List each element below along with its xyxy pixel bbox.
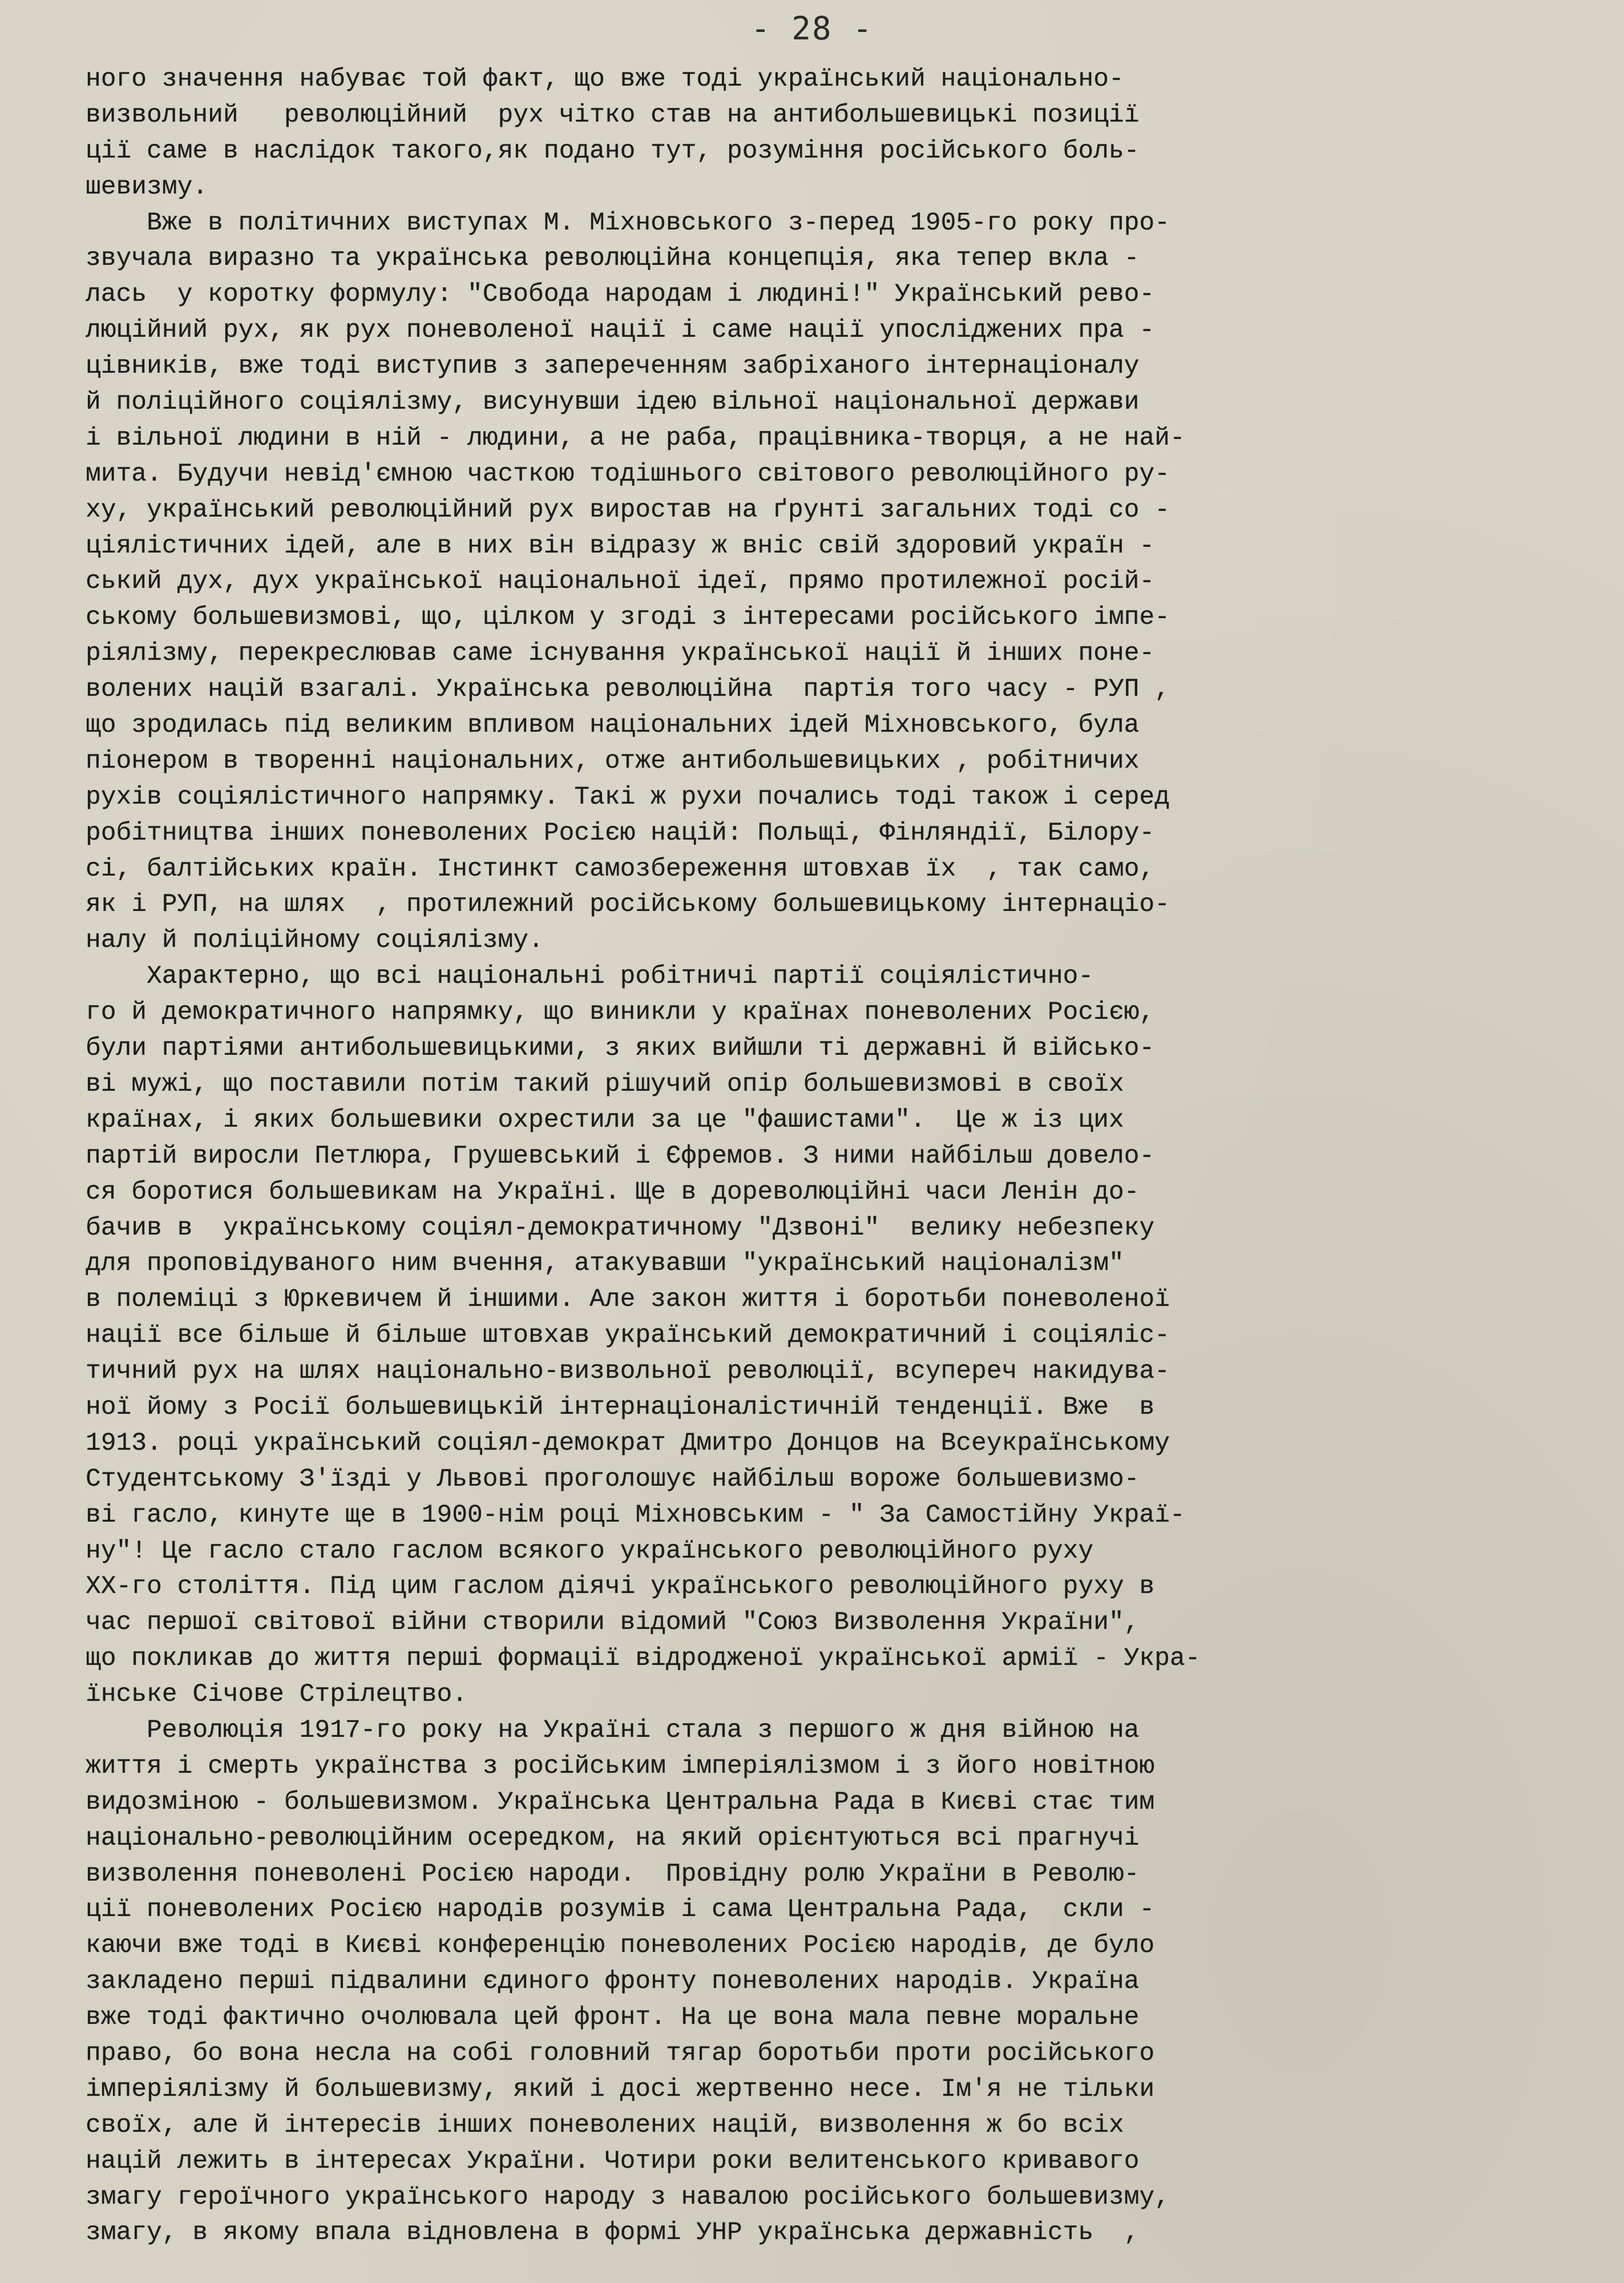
text-line: ціялістичних ідей, але в них він відразу ж вніс свій здоровий україн - — [86, 531, 1155, 560]
text-line: лась у коротку формулу: "Свобода народам і людині!" Український рево- — [86, 280, 1155, 309]
text-line: Вже в політичних виступах М. Міхновського з-перед 1905-го року про- — [86, 208, 1170, 237]
text-line: змагу героїчного українського народу з навалою російського большевизму, — [86, 2183, 1170, 2212]
text-line: каючи вже тоді в Києві конференцію поневолених Росією народів, де було — [86, 1931, 1155, 1961]
text-line: налу й поліційному соціялізму. — [86, 926, 544, 955]
text-line: тичний рух на шлях національно-визвольної революції, всупереч накидува- — [86, 1357, 1170, 1386]
document-text-body — [86, 62, 1592, 2251]
text-line: Характерно, що всі національні робітничі партії соціялістично- — [86, 962, 1094, 991]
text-line: звучала виразно та українська революційна концепція, яка тепер вкла - — [86, 244, 1140, 273]
text-line: видозміною - большевизмом. Українська Центральна Рада в Києві стає тим — [86, 1788, 1155, 1817]
text-line: сі, балтійських країн. Інстинкт самозбереження штовхав їх , так само, — [86, 854, 1155, 884]
text-line: що зродилась під великим впливом національних ідей Міхновського, була — [86, 711, 1140, 740]
text-line: ху, український революційний рух виростав на ґрунті загальних тоді со - — [86, 495, 1170, 525]
text-line: цівників, вже тоді виступив з запереченням забріханого інтернаціоналу — [86, 352, 1140, 381]
text-line: рухів соціялістичного напрямку. Такі ж рухи почались тоді також і серед — [86, 782, 1170, 812]
page-number: - 28 - — [750, 10, 874, 47]
text-line: ві гасло, кинуте ще в 1900-нім році Міхновським - " За Самостійну Украї- — [86, 1501, 1185, 1530]
text-line: ції поневолених Росією народів розумів і сама Центральна Рада, скли - — [86, 1895, 1155, 1925]
text-line: ві мужі, що поставили потім такий рішучий опір большевизмові в своїх — [86, 1070, 1124, 1099]
text-line: імперіялізму й большевизму, який і досі жертвенно несе. Ім'я не тільки — [86, 2075, 1155, 2104]
text-line: змагу, в якому впала відновлена в формі УНР українська державність , — [86, 2219, 1140, 2248]
text-line: ріялізму, перекреслював саме існування української нації й інших поне- — [86, 639, 1155, 668]
text-line: життя і смерть українства з російським імперіялізмом і з його новітною — [86, 1752, 1155, 1781]
text-line: національно-революційним осередком, на який орієнтуються всі прагнучі — [86, 1824, 1140, 1853]
text-line: шевизму. — [86, 172, 208, 201]
text-line: робітництва інших поневолених Росією націй: Польщі, Фінляндії, Білору- — [86, 818, 1155, 848]
text-line: що покликав до життя перші формації відродженої української армії - Укра- — [86, 1644, 1201, 1673]
text-line: для проповідуваного ним вчення, атакувавши "український націоналізм" — [86, 1249, 1124, 1278]
text-line: вже тоді фактично очолювала цей фронт. На це вона мала певне моральне — [86, 2003, 1140, 2032]
text-line: бачив в українському соціял-демократичному "Дзвоні" велику небезпеку — [86, 1213, 1155, 1243]
text-line: піонером в творенні національних, отже антибольшевицьких , робітничих — [86, 747, 1140, 776]
text-line: 1913. році український соціял-демократ Дмитро Донцов на Всеукраїнському — [86, 1429, 1170, 1458]
text-line: нації все більше й більше штовхав український демократичний і соціяліс- — [86, 1321, 1170, 1350]
text-line: партій виросли Петлюра, Грушевський і Єфремов. З ними найбільш довело- — [86, 1142, 1155, 1171]
text-line: XX-го століття. Під цим гаслом діячі українського революційного руху в — [86, 1572, 1155, 1602]
text-line: люційний рух, як рух поневоленої нації і саме нації упосліджених пра - — [86, 316, 1155, 345]
text-line: мита. Будучи невід'ємною часткою тодішнього світового революційного ру- — [86, 459, 1170, 489]
text-line: ної йому з Росії большевицькій інтернаціоналістичній тенденції. Вже в — [86, 1393, 1155, 1422]
text-line: закладено перші підвалини єдиного фронту поневолених народів. Україна — [86, 1967, 1140, 1996]
text-line: Революція 1917-го року на Україні стала з першого ж дня війною на — [86, 1716, 1140, 1745]
text-line: й поліційного соціялізму, висунувши ідею вільної національної держави — [86, 388, 1140, 417]
text-line: волених націй взагалі. Українська революційна партія того часу - РУП , — [86, 675, 1170, 704]
text-line: ного значення набуває той факт, що вже тоді український національно- — [86, 65, 1124, 94]
text-line: країнах, і яких большевики охрестили за це "фашистами". Це ж із цих — [86, 1106, 1124, 1135]
text-line: ну"! Це гасло стало гаслом всякого українського революційного руху — [86, 1536, 1094, 1566]
text-line: ський дух, дух української національної ідеї, прямо протилежної росій- — [86, 567, 1155, 596]
text-line: в полеміці з Юркевичем й іншими. Але закон життя і боротьби поневоленої — [86, 1285, 1170, 1314]
text-line: визвольний революційний рух чітко став на антибольшевицькі позиції — [86, 100, 1140, 130]
text-line: і вільної людини в ній - людини, а не раба, працівника-творця, а не най- — [86, 423, 1185, 453]
text-line: го й демократичного напрямку, що виникли у країнах поневолених Росією, — [86, 998, 1155, 1027]
text-line: право, бо вона несла на собі головний тягар боротьби проти російського — [86, 2039, 1155, 2068]
text-line: ся боротися большевикам на Україні. Ще в дореволюційні часи Ленін до- — [86, 1177, 1140, 1207]
text-line: як і РУП, на шлях , протилежний російському большевицькому інтернаціо- — [86, 890, 1170, 919]
text-line: визволення поневолені Росією народи. Провідну ролю України в Револю- — [86, 1860, 1140, 1889]
text-line: ському большевизмові, що, цілком у згоді з інтересами російського імпе- — [86, 603, 1170, 632]
text-line: були партіями антибольшевицькими, з яких вийшли ті державні й військо- — [86, 1034, 1155, 1063]
text-line: націй лежить в інтересах України. Чотири роки велитенського кривавого — [86, 2147, 1140, 2176]
text-line: їнське Січове Стрілецтво. — [86, 1680, 468, 1709]
text-line: своїх, але й інтересів інших поневолених націй, визволення ж бо всіх — [86, 2111, 1124, 2140]
text-line: час першої світової війни створили відомий "Союз Визволення України", — [86, 1608, 1140, 1637]
text-line: Студентському З'їзді у Львові проголошує найбільш вороже большевизмо- — [86, 1465, 1140, 1494]
text-line: ції саме в наслідок такого,як подано тут, розуміння російського боль- — [86, 136, 1140, 166]
